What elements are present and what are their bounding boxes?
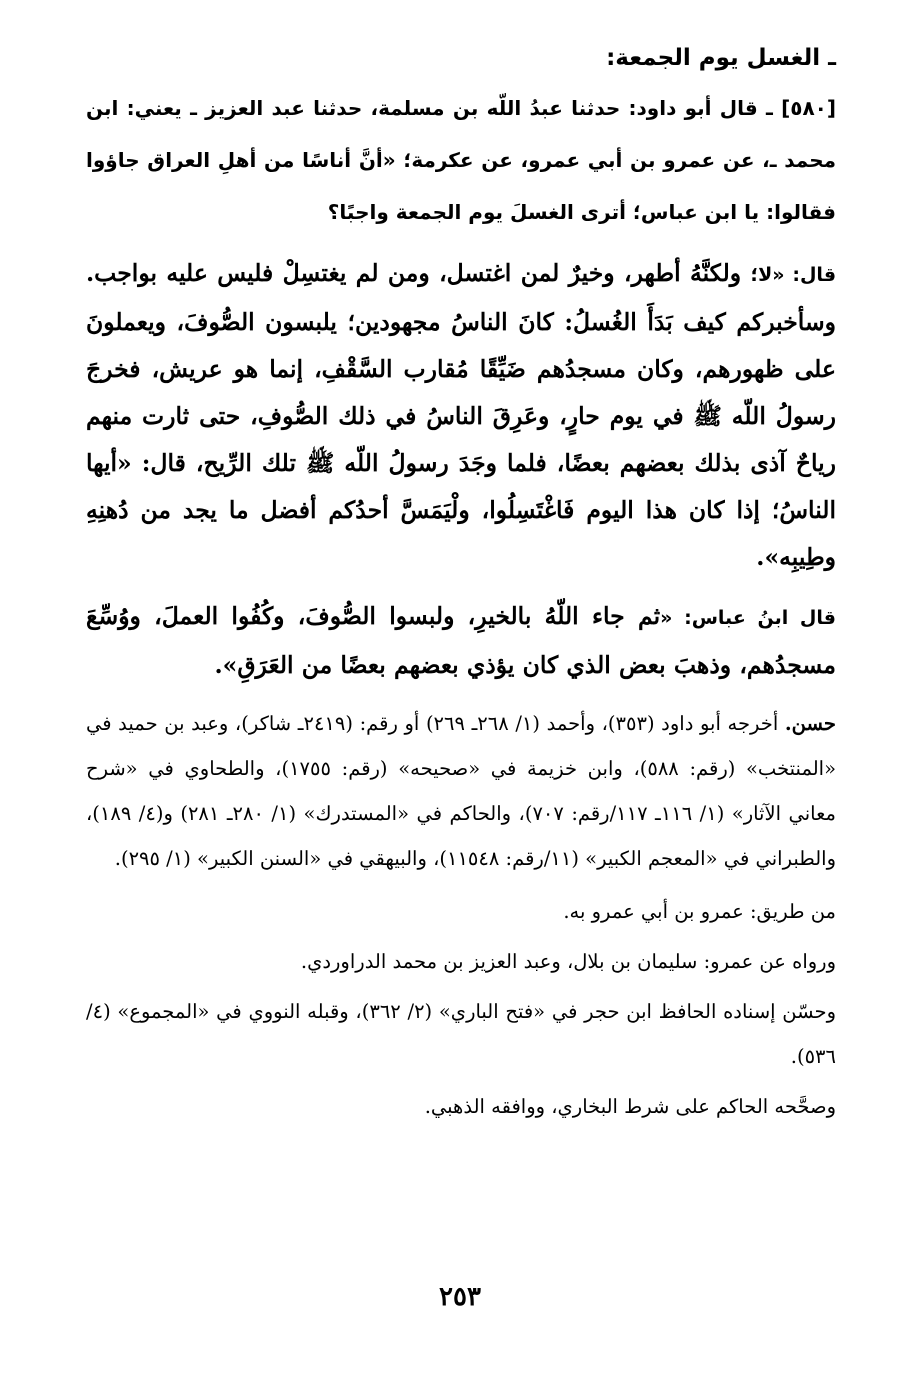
answer-lead: قال: «لا؛ (750, 264, 837, 286)
ibn-abbas-text: ثم جاء اللّهُ بالخيرِ، ولبسوا الصُّوفَ، وكُفُوا العملَ، ووُسِّعَ مسجدُهم، وذهبَ بعض الذي كان يؤذي بعضهم بعضًا من العَرَقِ». (86, 602, 836, 679)
ibn-abbas-lead: قال ابنُ عباس: « (660, 607, 836, 629)
note-line: وصحَّحه الحاكم على شرط البخاري، ووافقه الذهبي. (424, 1095, 836, 1118)
page-number: ٢٥٣ (439, 1282, 481, 1312)
hadith-isnad: [٥٨٠] ـ قال أبو داود: حدثنا عبدُ اللّه بن مسلمة، حدثنا عبد العزيز ـ يعني: ابن محمد ـ، عن عمرو بن أبي عمرو، عن عكرمة؛ «أنَّ أناسًا من أهلِ العراق جاؤوا فقالوا: يا ابن عباس؛ أترى الغسلَ يوم الجمعة واجبًا؟ (86, 96, 836, 224)
book-page (86, 40, 836, 1355)
section-title: ـ الغسل يوم الجمعة: (606, 45, 836, 71)
answer-text: ولكنَّهُ أطهر، وخيرٌ لمن اغتسل، ومن لم يغتسِلْ فليس عليه بواجب. وسأخبركم كيف بَدَأَ الغُسلُ: كانَ الناسُ مجهودين؛ يلبسون الصُّوفَ، ويعملونَ على ظهورهم، وكان مسجدُهم ضَيِّقًا مُقارب السَّقْفِ، إنما هو عريش، فخرجَ رسولُ اللّه ﷺ في يوم حارٍ، وعَرِقَ الناسُ في ذلك الصُّوفِ، حتى ثارت منهم رياحٌ آذى بذلك بعضهم بعضًا، فلما وجَدَ رسولُ اللّه ﷺ تلك الرِّيح، قال: «أيها الناسُ؛ إذا كان هذا اليوم فَاغْتَسِلُوا، ولْيَمَسَّ أحدُكم أفضل ما يجد من دُهنِهِ وطِيبِه». (86, 259, 836, 571)
note-line: من طريق: عمرو بن أبي عمرو به. (563, 900, 836, 923)
takhrij-paragraph (86, 701, 836, 881)
hadith-matn (86, 250, 836, 581)
takhrij-text: أخرجه أبو داود (٣٥٣)، وأحمد (١/ ٢٦٨ـ ٢٦٩) أو رقم: (٢٤١٩ـ شاكر)، وعبد بن حميد في «المنتخب» (رقم: ٥٨٨)، وابن خزيمة في «صحيحه» (رقم: ١٧٥٥)، والطحاوي في «شرح معاني الآثار» (١/ ١١٦ـ ١١٧/رقم: ٧٠٧)، والحاكم في «المستدرك» (١/ ٢٨٠ـ ٢٨١) و(٤/ ١٨٩)، والطبراني في «المعجم الكبير» (١١/رقم: ١١٥٤٨)، والبيهقي في «السنن الكبير» (١/ ٢٩٥). (86, 712, 837, 870)
hadith-grade: حسن. (784, 712, 836, 735)
note-line: ورواه عن عمرو: سليمان بن بلال، وعبد العزيز بن محمد الدراوردي. (300, 950, 836, 973)
ibn-abbas-statement (86, 593, 836, 689)
note-line: وحسّن إسناده الحافظ ابن حجر في «فتح الباري» (٢/ ٣٦٢)، وقبله النووي في «المجموع» (٤/ ٥٣٦). (86, 1000, 836, 1068)
